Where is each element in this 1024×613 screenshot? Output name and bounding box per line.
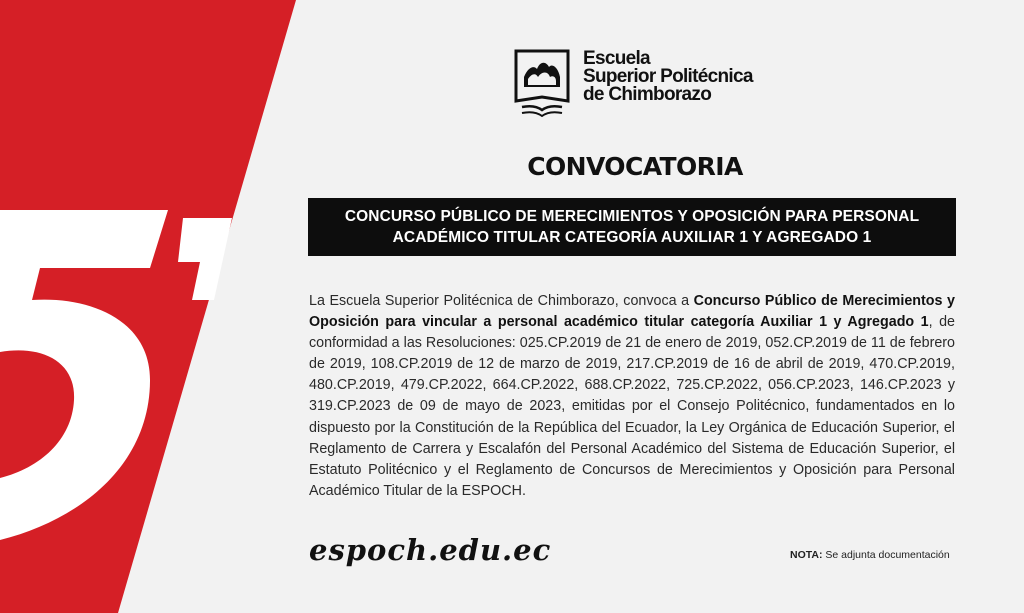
- body-rest: , de conformidad a las Resoluciones: 025.CP.2019 de 21 de enero de 2019, 052.CP.2019 de 11 de febrero de 2019, 108.CP.2019 de 12 de marzo de 2019, 217.CP.2019 de 16 de abril de 2019, 470.CP.2019, 480.CP.2019, 479.CP.2022, 664.CP.2022, 688.CP.2022, 725.CP.2022, 056.CP.2023, 146.CP.2023 y 319.CP.2023 de 09 de mayo de 2023, emitidas por el Consejo Politécnico, fundamentados en lo dispuesto por la Constitución de la República del Ecuador, la Ley Orgánica de Educación Superior, el Reglamento de Carrera y Escalafón del Personal Académico del Sistema de Educación Superior, el Estatuto Politécnico y el Reglamento de Concursos de Merecimientos y Oposición para Personal Académico Titular de la ESPOCH.: [309, 314, 955, 499]
- note-text: Se adjunta documentación: [822, 549, 950, 561]
- institution-name-line3: de Chimborazo: [583, 84, 712, 105]
- announcement-body: [309, 291, 955, 502]
- banner-line1: CONCURSO PÚBLICO DE MERECIMIENTOS Y OPOSICIÓN PARA PERSONAL: [344, 208, 920, 225]
- website-url: espoch.edu.ec: [309, 533, 552, 567]
- institution-name-line1: Escuela: [583, 48, 650, 69]
- body-bold-title: Concurso Público de Merecimientos y Oposición para vincular a personal académico titular categoría Auxiliar 1 y Agregado 1: [309, 293, 955, 331]
- note-label: NOTA:: [790, 549, 823, 561]
- anniversary-51-graphic: [0, 0, 300, 613]
- page-title: CONVOCATORIA: [527, 152, 743, 181]
- espoch-logo-icon: [512, 47, 572, 117]
- institution-name: [583, 50, 753, 104]
- banner-line2: ACADÉMICO TITULAR CATEGORÍA AUXILIAR 1 Y AGREGADO 1: [392, 229, 872, 246]
- footer-note: [790, 549, 950, 561]
- institution-name-line2: Superior Politécnica: [583, 66, 753, 87]
- contest-title-banner: [308, 198, 956, 256]
- body-intro: La Escuela Superior Politécnica de Chimborazo, convoca a: [309, 293, 694, 309]
